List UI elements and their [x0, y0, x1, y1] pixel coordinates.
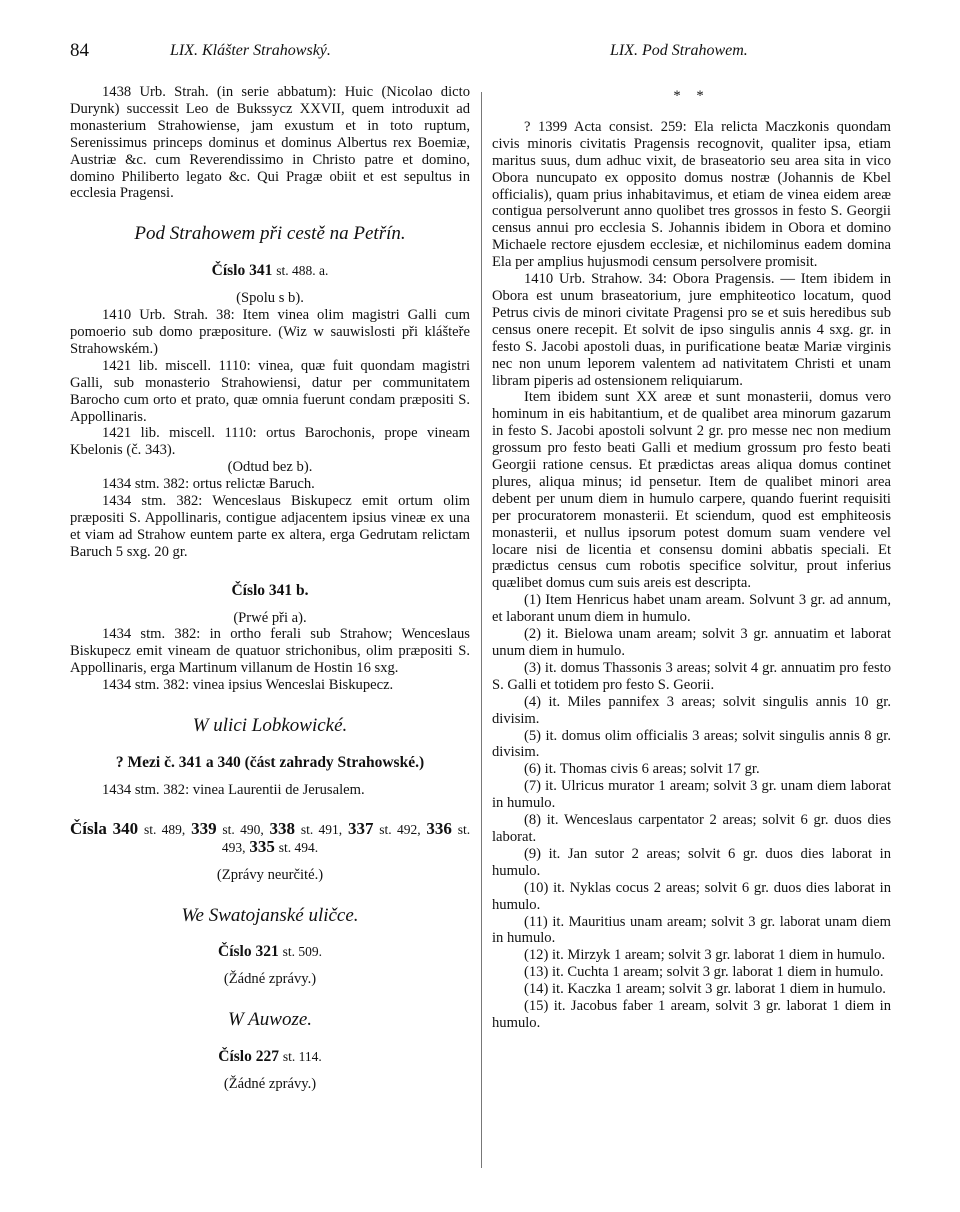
- entry: 1421 lib. miscell. 1110: vinea, quæ fuit quondam magistri Galli, sub monasterio Strahowiensi, datur per communitatem Barocho cum orto et prato, quæ omnia fuerunt condam præpositi S. Appollinaris.: [70, 357, 470, 425]
- house-number: Číslo 227: [218, 1048, 279, 1066]
- list-item: (12) it. Mirzyk 1 aream; solvit 3 gr. laborat 1 diem in humulo.: [524, 947, 886, 964]
- house-number: 338: [269, 818, 296, 838]
- entry: 1410 Urb. Strahow. 34: Obora Pragensis. — Item ibidem in Obora est unum braseatorium, jure emphiteotico locatum, quod Petrus civis de minori civitate Pragensi pro se et suis heredibus sub census onere recepit. Et solvit de ipso singulis annis 4 sxg. gr. in festo S. Jacobi apostoli duas, in purificatione beatæ Mariæ virginis nec non unum leporem valentem ad nativitatem Christi et unam libram piperis ad ostensionem reliquiarum.: [492, 271, 891, 389]
- house-ref: st. 489,: [143, 821, 186, 837]
- house-ref: st. 114.: [282, 1049, 322, 1065]
- entry: 1434 stm. 382: in ortho ferali sub Strahow; Wenceslaus Biskupecz emit vineam de quatuor strichonibus, olim præpositi S. Appollinaris, erga Martinum villanum de Hostin 16 sxg.: [70, 626, 470, 677]
- note: (Spolu s b).: [236, 290, 304, 307]
- paragraph: 1438 Urb. Strah. (in serie abbatum): Huic (Nicolao dicto Durynk) successit Leo de Bukssycz XXVII, quem introduxit ad monasterium Strahowiense, jam exustum et in toto ruptum, Serenissimus princeps dominus et dominus Albertus rex Boemiæ, Austriæ &c. cum Reverendissimo in Christo patre et domino, domino Philiberto legato &c. Qui Pragæ obiit et est sepultus in ecclesia Pragensi.: [70, 84, 470, 202]
- house-ref: st. 491,: [300, 821, 343, 837]
- entry: 1434 stm. 382: vinea ipsius Wenceslai Biskupecz.: [102, 677, 394, 694]
- running-head-left: LIX. Klášter Strahowský.: [170, 42, 331, 59]
- list-item: (2) it. Bielowa unam aream; solvit 3 gr. annuatim et laborat unum diem in humulo.: [492, 626, 891, 659]
- entry: ? 1399 Acta consist. 259: Ela relicta Maczkonis quondam civis minoris civitatis Pragensis recognovit, qualiter ipsa, etiam maritus suus, dum adhuc vixit, de braseatorio seu area sita in vico Obora nuncupato ex opposito domus nostræ (Johannis de Kbel officialis), quam prius inhabitavimus, et etiam de vinea eidem areæ contigua persolverunt anno quolibet tres grossos in festo S. Georgii census annui pro ecclesia S. Johannis ibidem in Obora et domino Michaele rectore ejusdem ecclesiæ, et nichilominus eadem domina Ela per amplius hujusmodi censum persolvere promisit.: [492, 118, 891, 271]
- house-heading: [70, 263, 470, 280]
- house-ref: st. 509.: [282, 944, 322, 960]
- entry: 1410 Urb. Strah. 38: Item vinea olim magistri Galli cum pomoerio sub domo præpositure. (Wiz w sauwislosti při klášteře Strahowském.): [70, 307, 470, 357]
- house-ref: st. 490,: [222, 821, 264, 837]
- house-number: 336: [426, 818, 452, 838]
- section-title: We Swatojanské uličce.: [181, 904, 359, 926]
- list-item: (11) it. Mauritius unam aream; solvit 3 gr. laborat unam diem in humulo.: [492, 913, 891, 947]
- list-item: (5) it. domus olim officialis 3 areas; solvit singulis annis 8 gr. divisim.: [492, 727, 891, 761]
- note: (Zprávy neurčité.): [216, 866, 324, 883]
- house-number: 335: [249, 836, 275, 856]
- list-item: (9) it. Jan sutor 2 areas; solvit 6 gr. duos dies laborat in humulo.: [492, 845, 891, 879]
- section-title: W ulici Lobkowické.: [192, 715, 348, 737]
- house-number: 337: [347, 818, 374, 838]
- running-head-right: LIX. Pod Strahowem.: [610, 42, 748, 59]
- list-item: (8) it. Wenceslaus carpentator 2 areas; solvit 6 gr. duos dies laborat.: [492, 812, 891, 845]
- list-item: (14) it. Kaczka 1 aream; solvit 3 gr. laborat 1 diem in humulo.: [524, 981, 886, 998]
- list-item: (4) it. Miles pannifex 3 areas; solvit singulis annis 10 gr. divisim.: [492, 693, 891, 727]
- list-item: (13) it. Cuchta 1 aream; solvit 3 gr. laborat 1 diem in humulo.: [524, 964, 884, 981]
- note: (Žádné zprávy.): [223, 971, 317, 988]
- entry: 1434 stm. 382: Wenceslaus Biskupecz emit ortum olim præpositi S. Appollinaris, contigue adjacentem ipsius vineæ ex una et viam ad Strahow euntem parte ex altera, erga Gedrutam relictam Baruch 5 sxg. 20 gr.: [70, 493, 470, 560]
- house-ref: st. 494.: [278, 839, 319, 855]
- left-column: [70, 84, 470, 1093]
- entry: 1434 stm. 382: vinea Laurentii de Jerusalem.: [102, 781, 365, 798]
- house-ref: st. 492,: [379, 821, 421, 837]
- house-ref: st. 493,: [221, 821, 471, 855]
- note: (Odtud bez b).: [227, 459, 313, 476]
- house-heading: [70, 1049, 470, 1066]
- note: (Prwé při a).: [233, 609, 307, 626]
- page-number: 84: [70, 40, 89, 61]
- list-item: (7) it. Ulricus murator 1 aream; solvit 3 gr. unam diem laborat in humulo.: [492, 778, 891, 812]
- section-separator: * *: [673, 88, 710, 104]
- house-number: 339: [191, 818, 217, 838]
- list-item: (3) it. domus Thassonis 3 areas; solvit 4 gr. annuatim pro festo S. Galli et totidem pro festo S. Georii.: [492, 659, 891, 693]
- list-item: (6) it. Thomas civis 6 areas; solvit 17 gr.: [524, 761, 760, 778]
- entry: 1421 lib. miscell. 1110: ortus Barochonis, prope vineam Kbelonis (č. 343).: [70, 425, 470, 459]
- entry: 1434 stm. 382: ortus relictæ Baruch.: [102, 476, 315, 493]
- entry: Item ibidem sunt XX areæ et sunt monasterii, domus vero hominum in eis habitantium, et de qualibet area minorum gazarum in festo S. Jacobi apostoli solvunt 2 gr. pro messe nec non medium grossum pro festo beati Galli et medium grossum pro festo beati Georgii ratione census. Et prædictas areas aliqua domus continet plures, aliqua minus; id pensetur. Item de qualibet minori area debent per unum diem in humulo carpere, quando fuerint requisiti per procuratorem monasterii. Et sciendum, quod est emphiteosis monasterii, et nullus ipsorum potest domum suam vendere vel locare nisi de licentia et consensu domini abbatis speciali. Et prædictus census cum robotis specifice solvitur, prout inferius quælibet domus cum suis areis est descripta.: [492, 389, 891, 592]
- section-title: Pod Strahowem při cestě na Petřín.: [134, 223, 406, 245]
- column-divider: [481, 92, 482, 1168]
- right-column: [492, 84, 891, 1032]
- house-ref: st. 488. a.: [276, 263, 329, 279]
- list-item: (15) it. Jacobus faber 1 aream, solvit 3 gr. laborat 1 diem in humulo.: [492, 998, 891, 1031]
- note: (Žádné zprávy.): [223, 1076, 317, 1093]
- list-item: (10) it. Nyklas cocus 2 areas; solvit 6 gr. duos dies laborat in humulo.: [492, 879, 891, 913]
- house-number: Číslo 341: [211, 262, 273, 280]
- house-heading: Číslo 341 b.: [231, 581, 309, 599]
- list-item: (1) Item Henricus habet unam aream. Solvunt 3 gr. ad annum, et laborant unum diem in humulo.: [492, 592, 891, 626]
- house-number: 340: [112, 818, 139, 838]
- house-heading: [70, 818, 471, 857]
- house-heading: [70, 944, 470, 961]
- house-number: Číslo 321: [218, 943, 279, 961]
- house-heading: ? Mezi č. 341 a 340 (část zahrady Strahowské.): [115, 754, 425, 771]
- houses-label: Čísla: [70, 818, 107, 838]
- section-title: W Auwoze.: [227, 1009, 313, 1031]
